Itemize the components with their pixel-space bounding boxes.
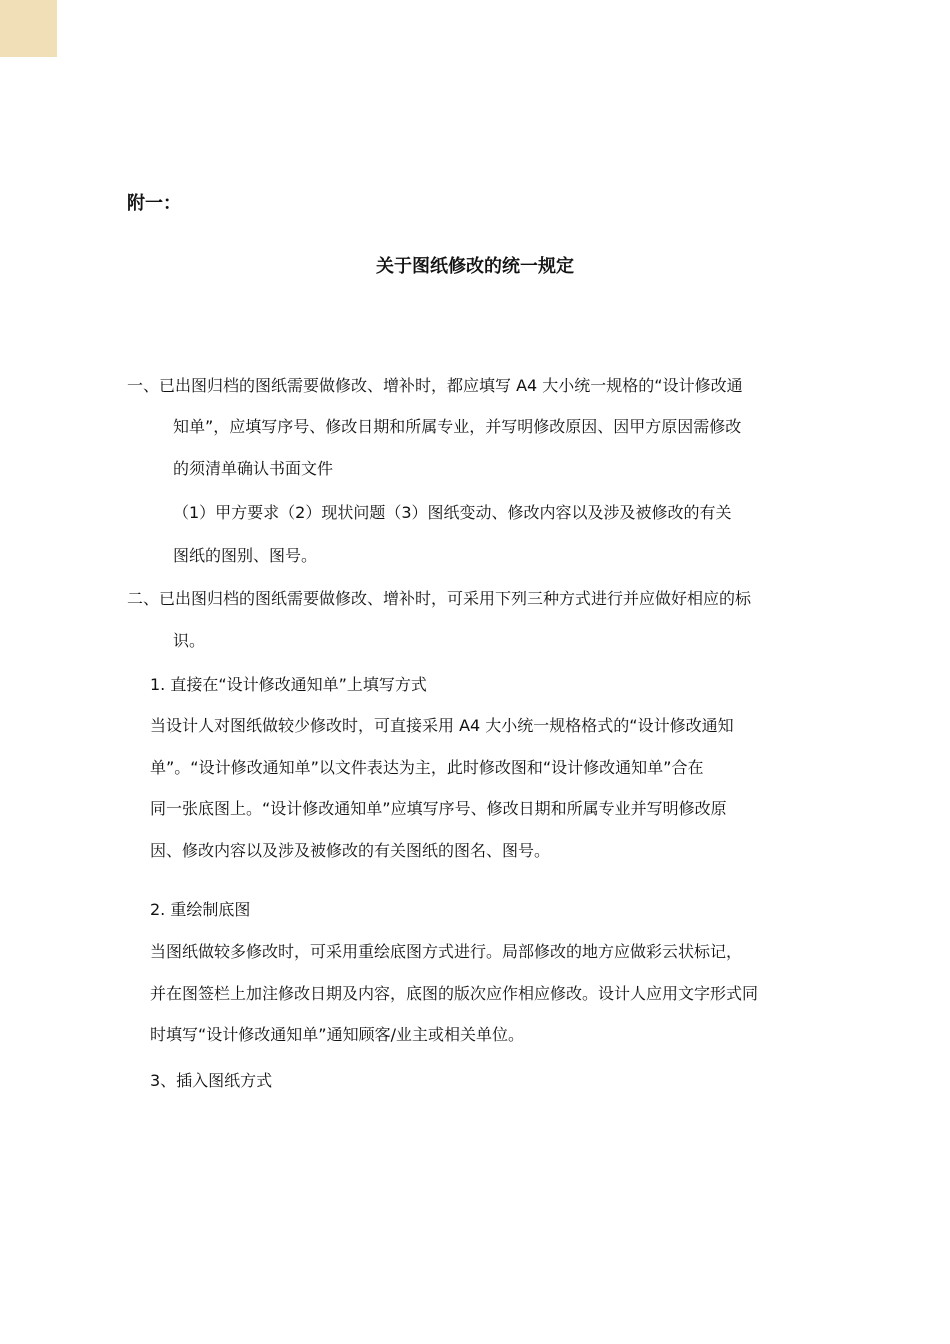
method-2-line-1: 当图纸做较多修改时，可采用重绘底图方式进行。局部修改的地方应做彩云状标记， [150, 942, 743, 961]
method-1-line-4: 因、修改内容以及涉及被修改的有关图纸的图名、图号。 [150, 841, 551, 860]
method-2-heading: 2. 重绘制底图 [150, 900, 251, 919]
method-2-line-3: 时填写“设计修改通知单”通知顾客/业主或相关单位。 [150, 1025, 524, 1044]
section-1-line-1: 一、已出图归档的图纸需要做修改、增补时，都应填写 A4 大小统一规格的“设计修改通 [127, 376, 743, 395]
section-1-line-5: 图纸的图别、图号。 [173, 546, 318, 565]
method-1-line-3: 同一张底图上。“设计修改通知单”应填写序号、修改日期和所属专业并写明修改原 [150, 799, 727, 818]
section-1-line-3: 的须清单确认书面文件 [173, 459, 334, 478]
method-2-line-2: 并在图签栏上加注修改日期及内容，底图的版次应作相应修改。设计人应用文字形式同 [150, 984, 759, 1003]
method-1-heading: 1. 直接在“设计修改通知单”上填写方式 [150, 675, 427, 694]
section-2-line-2: 识。 [173, 631, 206, 650]
section-2-line-1: 二、已出图归档的图纸需要做修改、增补时，可采用下列三种方式进行并应做好相应的标 [127, 589, 752, 608]
document-title: 关于图纸修改的统一规定 [376, 256, 574, 277]
method-1-line-1: 当设计人对图纸做较少修改时，可直接采用 A4 大小统一规格格式的“设计修改通知 [150, 716, 734, 735]
method-1-line-2: 单”。“设计修改通知单”以文件表达为主，此时修改图和“设计修改通知单”合在 [150, 758, 704, 777]
annex-label: 附一： [127, 193, 181, 214]
section-1-line-2: 知单”，应填写序号、修改日期和所属专业，并写明修改原因、因甲方原因需修改 [173, 417, 742, 436]
section-1-line-4: （1）甲方要求（2）现状问题（3）图纸变动、修改内容以及涉及被修改的有关 [173, 503, 732, 522]
method-3-heading: 3、插入图纸方式 [150, 1071, 273, 1090]
page-corner-tab [0, 0, 57, 57]
